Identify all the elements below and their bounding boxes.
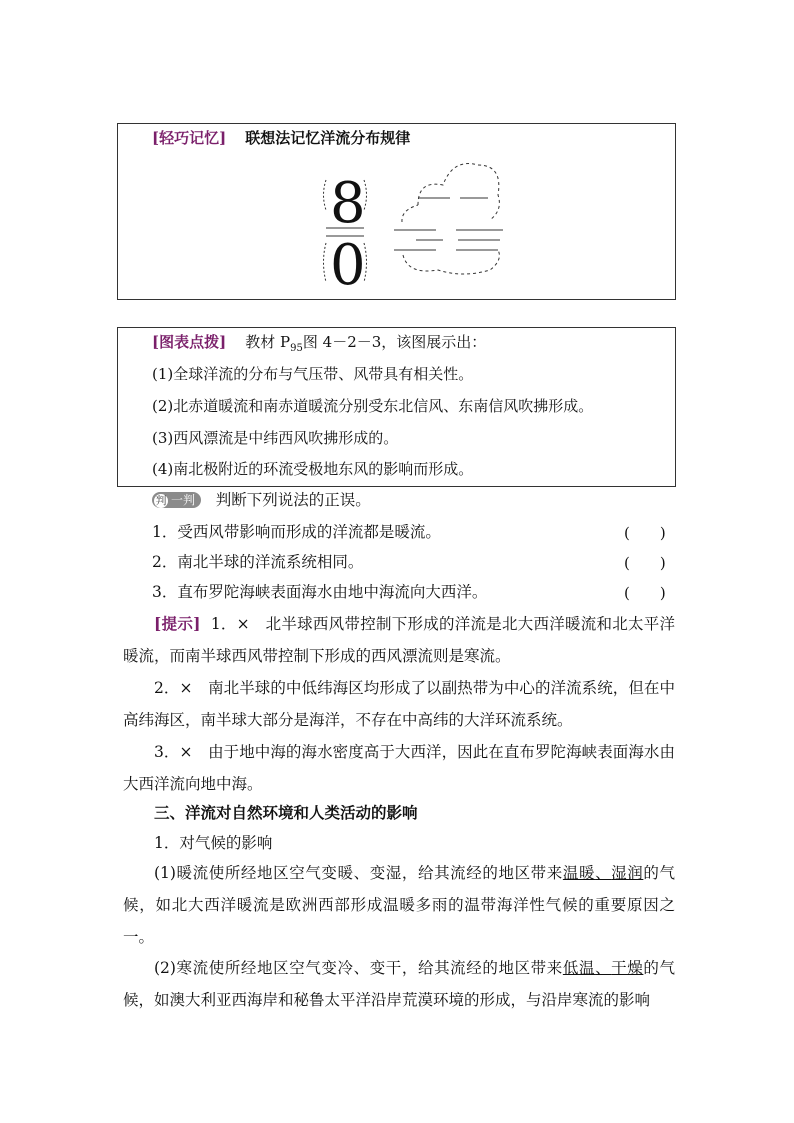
chart-notes-intro: 教材 $P_{95}$图 4－2－3，该图展示出： xyxy=(245,333,487,354)
section-subheading: 1．对气候的影响 xyxy=(154,834,273,852)
answer-blank: ( ) xyxy=(624,524,666,542)
memory-tip-box xyxy=(117,123,676,300)
answer-blank: ( ) xyxy=(624,584,666,602)
hint-tag: [提示] xyxy=(154,614,201,633)
chart-note-item: (2)北赤道暖流和南赤道暖流分别受东北信风、东南信风吹拂形成。 xyxy=(152,397,594,415)
judge-item: 3．直布罗陀海峡表面海水由地中海流向大西洋。 xyxy=(152,583,488,601)
memory-tip-header xyxy=(152,128,410,148)
chart-notes-header xyxy=(152,332,486,359)
climate-warm-current: (1)暖流使所经地区空气变暖、变湿，给其流经的地区带来温暖、湿润的气候，如北大西洋暖流是欧洲西部形成温暖多雨的温带海洋性气候的重要原因之一。 xyxy=(123,864,675,946)
judge-badge: 判 一判 xyxy=(152,492,201,508)
digit-eight: 8 xyxy=(330,171,366,236)
memory-tip-tag: [轻巧记忆] xyxy=(152,129,227,147)
ocean-current-diagram xyxy=(118,150,677,300)
section-heading: 三、洋流对自然环境和人类活动的影响 xyxy=(154,803,418,822)
hint-paragraph-1: [提示] 1．× 北半球西风带控制下形成的洋流是北大西洋暖流和北太平洋暖流，而南半球西风带控制下形成的西风漂流则是寒流。 xyxy=(123,614,676,665)
judge-item: 1．受西风带影响而形成的洋流都是暖流。 xyxy=(152,523,441,541)
hint-paragraph-3: 3．× 由于地中海的海水密度高于大西洋，因此在直布罗陀海峡表面海水由大西洋流向地中海。 xyxy=(123,743,675,793)
answer-blank: ( ) xyxy=(624,554,666,572)
judge-prompt: 判断下列说法的正误。 xyxy=(215,491,371,509)
chart-note-item: (1)全球洋流的分布与气压带、风带具有相关性。 xyxy=(152,365,474,383)
hint-paragraph-2: 2．× 南北半球的中低纬海区均形成了以副热带为中心的洋流系统，但在中高纬海区，南半球大部分是海洋，不存在中高纬的大洋环流系统。 xyxy=(123,679,675,729)
digit-zero: 0 xyxy=(330,233,366,298)
current-loops xyxy=(394,164,503,274)
judge-header xyxy=(152,490,371,510)
memory-tip-title: 联想法记忆洋流分布规律 xyxy=(245,129,411,147)
chart-notes-tag: [图表点拨] xyxy=(152,333,227,351)
chart-note-item: (4)南北极附近的环流受极地东风的影响而形成。 xyxy=(152,460,474,478)
climate-cold-current: (2)寒流使所经地区空气变冷、变干，给其流经的地区带来低温、干燥的气候，如澳大利亚西海岸和秘鲁太平洋沿岸荒漠环境的形成，与沿岸寒流的影响 xyxy=(123,959,675,1009)
judge-item: 2．南北半球的洋流系统相同。 xyxy=(152,553,364,571)
chart-note-item: (3)西风漂流是中纬西风吹拂形成的。 xyxy=(152,429,399,447)
chart-notes-box xyxy=(117,327,676,487)
